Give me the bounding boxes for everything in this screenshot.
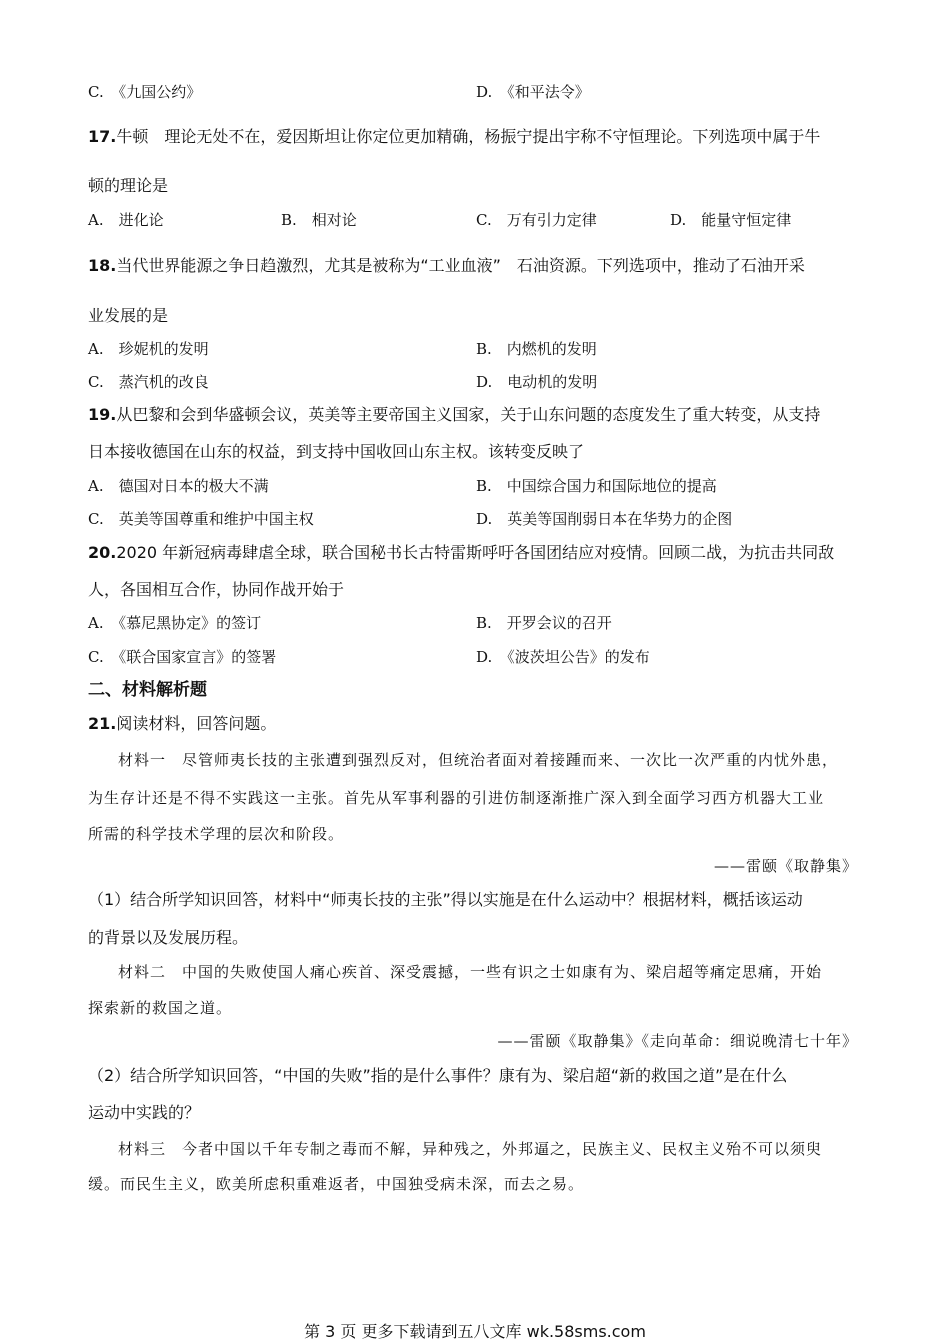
material1-line1: 材料一 尽管师夷长技的主张遭到强烈反对，但统治者面对着接踵而来、一次比一次严重的内忧外患，	[118, 751, 839, 769]
q19-line1	[88, 405, 820, 425]
q21-intro	[88, 714, 276, 734]
q19-option-c: C. 英美等国尊重和维护中国主权	[88, 510, 314, 528]
material1-line2: 为生存计还是不得不实践这一主张。首先从军事利器的引进仿制逐渐推广深入到全面学习西方机器大工业	[88, 789, 825, 807]
q21-number: 21.	[88, 714, 117, 733]
q16-option-d: D. 《和平法令》	[476, 83, 590, 101]
q20-option-c: C. 《联合国家宣言》的签署	[88, 648, 277, 666]
q21-intro-text: 阅读材料，回答问题。	[116, 714, 277, 733]
q20-option-b: B. 开罗会议的召开	[476, 614, 612, 632]
q20-line1	[88, 543, 834, 563]
section-title: 二、材料解析题	[88, 680, 207, 700]
q19-line2: 日本接收德国在山东的权益，到支持中国收回山东主权。该转变反映了	[88, 442, 585, 461]
q18-line2: 业发展的是	[88, 306, 169, 325]
q20-text: 2020 年新冠病毒肆虐全球，联合国秘书长古特雷斯呼吁各国团结应对疫情。回顾二战，为抗击共同敌	[116, 543, 835, 562]
q17-line2: 顿的理论是	[88, 176, 169, 195]
q19-option-a: A. 德国对日本的极大不满	[88, 477, 269, 495]
q20-option-a: A. 《慕尼黑协定》的签订	[88, 614, 262, 632]
q16-option-c: C. 《九国公约》	[88, 83, 202, 101]
q18-line1	[88, 256, 805, 276]
q18-option-c: C. 蒸汽机的改良	[88, 373, 209, 391]
q18-text: 当代世界能源之争日趋激烈，尤其是被称为“工业血液” 石油资源。下列选项中，推动了石油开采	[116, 256, 805, 275]
q19-text: 从巴黎和会到华盛顿会议，英美等主要帝国主义国家，关于山东问题的态度发生了重大转变，从支持	[116, 405, 821, 424]
material2-line2: 探索新的救国之道。	[88, 999, 233, 1017]
q20-number: 20.	[88, 543, 117, 562]
q17-option-c: C. 万有引力定律	[476, 211, 597, 229]
q19-option-b: B. 中国综合国力和国际地位的提高	[476, 477, 717, 495]
q17-number: 17.	[88, 127, 117, 146]
q18-option-a: A. 珍妮机的发明	[88, 340, 209, 358]
material2-source: ——雷颐《取静集》《走向革命：细说晚清七十年》	[497, 1032, 858, 1050]
page-footer: 第 3 页 更多下载请到五八文库 wk.58sms.com	[304, 1322, 646, 1341]
q20-option-d: D. 《波茨坦公告》的发布	[476, 648, 650, 666]
sub-question-1-line1: （1）结合所学知识回答，材料中“师夷长技的主张”得以实施是在什么运动中？根据材料，概括该运动	[88, 890, 803, 909]
q17-line1	[88, 127, 820, 147]
material3-line1: 材料三 今者中国以千年专制之毒而不解，异种残之，外邦逼之，民族主义、民权主义殆不可以须臾	[118, 1140, 823, 1158]
q19-option-d: D. 英美等国削弱日本在华势力的企图	[476, 510, 733, 528]
material2-line1: 材料二 中国的失败使国人痛心疾首、深受震撼，一些有识之士如康有为、梁启超等痛定思痛，开始	[118, 963, 823, 981]
sub-question-2-line2: 运动中实践的？	[88, 1103, 201, 1122]
q18-number: 18.	[88, 256, 117, 275]
q20-line2: 人，各国相互合作，协同作战开始于	[88, 580, 345, 599]
material3-line2: 缓。而民生主义，欧美所虑积重难返者，中国独受病未深，而去之易。	[88, 1175, 585, 1193]
material1-source: ——雷颐《取静集》	[713, 857, 858, 875]
q17-text: 牛顿 理论无处不在，爱因斯坦让你定位更加精确，杨振宁提出宇称不守恒理论。下列选项中属于牛	[116, 127, 821, 146]
q18-option-d: D. 电动机的发明	[476, 373, 598, 391]
sub-question-1-line2: 的背景以及发展历程。	[88, 928, 249, 947]
q17-option-a: A. 进化论	[88, 211, 164, 229]
q17-option-b: B. 相对论	[281, 211, 357, 229]
material1-line3: 所需的科学技术学理的层次和阶段。	[88, 825, 345, 843]
q19-number: 19.	[88, 405, 117, 424]
sub-question-2-line1: （2）结合所学知识回答，“中国的失败”指的是什么事件？康有为、梁启超“新的救国之道”是在什么	[88, 1066, 788, 1085]
q17-option-d: D. 能量守恒定律	[670, 211, 792, 229]
q18-option-b: B. 内燃机的发明	[476, 340, 597, 358]
